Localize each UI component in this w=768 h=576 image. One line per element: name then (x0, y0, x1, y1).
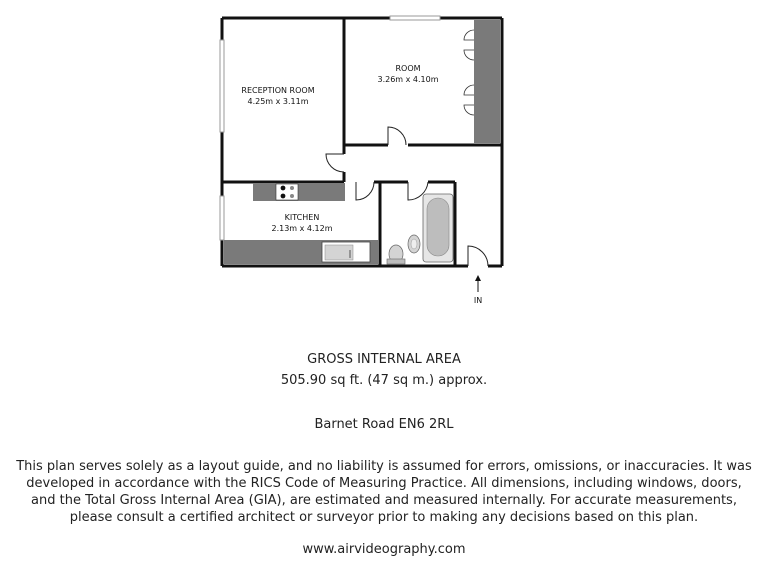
disclaimer-line-3: and the Total Gross Internal Area (GIA), are estimated and measured internally. For accurate measurements, (31, 493, 737, 508)
disclaimer-line-2: developed in accordance with the RICS Code of Measuring Practice. All dimensions, including windows, doors, (26, 476, 742, 491)
window-kitchen (220, 196, 224, 240)
kitchen-dims: 2.13m x 4.12m (271, 224, 333, 233)
disclaimer (0, 458, 768, 526)
entrance-arrow-icon (475, 275, 481, 292)
room-dims: 3.26m x 4.10m (377, 75, 439, 84)
kitchen-name: KITCHEN (284, 213, 320, 222)
area-heading: GROSS INTERNAL AREA (307, 352, 461, 367)
basin (408, 235, 420, 253)
window-reception (220, 40, 224, 132)
door-reception (326, 154, 344, 172)
door-room (388, 127, 406, 145)
outer-walls (222, 18, 502, 266)
hob (276, 184, 298, 200)
kitchen-sink (322, 242, 370, 262)
door-entrance (468, 246, 488, 266)
address: Barnet Road EN6 2RL (314, 417, 454, 432)
fitted-wardrobe (474, 20, 500, 143)
windows (220, 16, 440, 240)
wardrobe-doors (464, 30, 474, 115)
disclaimer-line-1: This plan serves solely as a layout guide, and no liability is assumed for errors, omissions, or inaccuracies. It was (16, 459, 752, 474)
website: www.airvideography.com (302, 542, 466, 557)
kitchen-counter-top (253, 183, 345, 201)
room-name: ROOM (395, 64, 421, 73)
entrance-label: IN (473, 296, 483, 305)
reception-room-name: RECEPTION ROOM (241, 86, 315, 95)
disclaimer-line-4: please consult a certified architect or surveyor prior to making any decisions based on this plan. (69, 510, 699, 525)
door-kitchen (356, 182, 374, 200)
area-value: 505.90 sq ft. (47 sq m.) approx. (280, 373, 488, 388)
window-top-room (390, 16, 440, 20)
bathtub (423, 194, 453, 262)
interior-walls (222, 18, 502, 266)
toilet (387, 245, 405, 264)
reception-room-dims: 4.25m x 3.11m (247, 97, 309, 106)
